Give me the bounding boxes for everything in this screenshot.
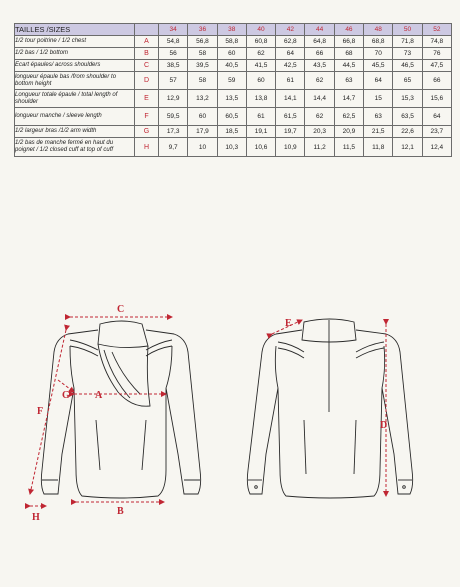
- label-b: B: [117, 506, 124, 517]
- cell-value: 42,5: [276, 60, 305, 72]
- header-label: TAILLES /SIZES: [15, 24, 135, 36]
- label-e: E: [285, 318, 292, 329]
- cell-value: 21,5: [364, 126, 393, 138]
- front-collar: [98, 321, 148, 348]
- cell-value: 14,7: [334, 90, 363, 108]
- cell-value: 60: [246, 72, 275, 90]
- cell-value: 61: [246, 108, 275, 126]
- size-header-9: 52: [422, 24, 451, 36]
- cell-value: 64: [276, 48, 305, 60]
- cell-value: 63,5: [393, 108, 422, 126]
- size-header-4: 42: [276, 24, 305, 36]
- cell-value: 41,5: [246, 60, 275, 72]
- row-letter: C: [135, 60, 159, 72]
- cell-value: 68,8: [364, 36, 393, 48]
- cell-value: 19,1: [246, 126, 275, 138]
- cell-value: 15,3: [393, 90, 422, 108]
- cell-value: 12,9: [159, 90, 188, 108]
- table-row: [15, 72, 452, 90]
- row-label: 1/2 largeur bras /1/2 arm width: [15, 126, 135, 138]
- back-body-outline: [247, 330, 412, 498]
- cell-value: 17,3: [159, 126, 188, 138]
- cell-value: 13,5: [217, 90, 246, 108]
- row-label: 1/2 bas / 1/2 bottom: [15, 48, 135, 60]
- cell-value: 13,8: [246, 90, 275, 108]
- size-header-2: 38: [217, 24, 246, 36]
- size-chart-table: [14, 23, 452, 157]
- row-label: longueur épaule bas /from shoulder to bottom height: [15, 72, 135, 90]
- cell-value: 18,5: [217, 126, 246, 138]
- cell-value: 60,8: [246, 36, 275, 48]
- row-label: Ecart épaules/ across shoulders: [15, 60, 135, 72]
- cell-value: 20,3: [305, 126, 334, 138]
- cell-value: 9,7: [159, 138, 188, 157]
- cell-value: 56,8: [188, 36, 217, 48]
- cell-value: 47,5: [422, 60, 451, 72]
- row-letter: G: [135, 126, 159, 138]
- cell-value: 64: [364, 72, 393, 90]
- row-label: Longueur totale épaule / total length of shoulder: [15, 90, 135, 108]
- cell-value: 10,9: [276, 138, 305, 157]
- size-header-3: 40: [246, 24, 275, 36]
- cell-value: 13,2: [188, 90, 217, 108]
- row-label: 1/2 bas de manche fermé en haut du poignet / 1/2 closed cuff at top of cuff: [15, 138, 135, 157]
- cell-value: 62: [305, 72, 334, 90]
- label-c: C: [117, 304, 125, 315]
- label-f: F: [37, 406, 44, 417]
- back-view: [247, 319, 412, 498]
- cell-value: 66: [305, 48, 334, 60]
- cell-value: 11,5: [334, 138, 363, 157]
- cell-value: 11,2: [305, 138, 334, 157]
- cell-value: 60: [188, 108, 217, 126]
- label-d: D: [380, 420, 388, 431]
- cell-value: 14,4: [305, 90, 334, 108]
- cell-value: 60: [217, 48, 246, 60]
- cell-value: 38,5: [159, 60, 188, 72]
- table-row: [15, 90, 452, 108]
- cell-value: 44,5: [334, 60, 363, 72]
- cell-value: 61: [276, 72, 305, 90]
- cell-value: 14,1: [276, 90, 305, 108]
- cell-value: 23,7: [422, 126, 451, 138]
- cell-value: 66: [422, 72, 451, 90]
- cell-value: 63: [364, 108, 393, 126]
- cell-value: 66,8: [334, 36, 363, 48]
- cell-value: 45,5: [364, 60, 393, 72]
- size-header-5: 44: [305, 24, 334, 36]
- cell-value: 63: [334, 72, 363, 90]
- cell-value: 62,5: [334, 108, 363, 126]
- cell-value: 22,6: [393, 126, 422, 138]
- cell-value: 76: [422, 48, 451, 60]
- table-row: [15, 126, 452, 138]
- row-letter: E: [135, 90, 159, 108]
- cell-value: 10,6: [246, 138, 275, 157]
- cell-value: 15,6: [422, 90, 451, 108]
- cell-value: 65: [393, 72, 422, 90]
- cell-value: 58: [188, 72, 217, 90]
- label-g: G: [62, 390, 70, 401]
- cell-value: 46,5: [393, 60, 422, 72]
- size-header-1: 36: [188, 24, 217, 36]
- cell-value: 17,9: [188, 126, 217, 138]
- row-label: longueur manche / sleeve length: [15, 108, 135, 126]
- table-row: [15, 108, 452, 126]
- cell-value: 40,5: [217, 60, 246, 72]
- cell-value: 10: [188, 138, 217, 157]
- cell-value: 11,8: [364, 138, 393, 157]
- table-row: [15, 36, 452, 48]
- row-letter: B: [135, 48, 159, 60]
- front-view: [41, 321, 200, 498]
- cell-value: 62: [246, 48, 275, 60]
- row-label: 1/2 tour poitrine / 1/2 chest: [15, 36, 135, 48]
- table-row: [15, 48, 452, 60]
- cell-value: 62: [305, 108, 334, 126]
- row-letter: H: [135, 138, 159, 157]
- cell-value: 58,8: [217, 36, 246, 48]
- cell-value: 56: [159, 48, 188, 60]
- cell-value: 12,4: [422, 138, 451, 157]
- size-header-8: 50: [393, 24, 422, 36]
- label-a: A: [95, 390, 103, 401]
- cell-value: 19,7: [276, 126, 305, 138]
- front-body-outline: [41, 330, 200, 498]
- size-header-6: 46: [334, 24, 363, 36]
- row-letter: F: [135, 108, 159, 126]
- header-letter-column: [135, 24, 159, 36]
- cell-value: 70: [364, 48, 393, 60]
- garment-diagram: [0, 288, 460, 587]
- table-row: [15, 138, 452, 157]
- cell-value: 58: [188, 48, 217, 60]
- cell-value: 59: [217, 72, 246, 90]
- row-letter: A: [135, 36, 159, 48]
- cell-value: 64,8: [305, 36, 334, 48]
- size-header-7: 48: [364, 24, 393, 36]
- cell-value: 62,8: [276, 36, 305, 48]
- cell-value: 20,9: [334, 126, 363, 138]
- row-letter: D: [135, 72, 159, 90]
- cell-value: 61,5: [276, 108, 305, 126]
- cell-value: 12,1: [393, 138, 422, 157]
- cell-value: 10,3: [217, 138, 246, 157]
- cell-value: 74,8: [422, 36, 451, 48]
- cell-value: 43,5: [305, 60, 334, 72]
- cell-value: 68: [334, 48, 363, 60]
- size-header-0: 34: [159, 24, 188, 36]
- cell-value: 15: [364, 90, 393, 108]
- cell-value: 39,5: [188, 60, 217, 72]
- cell-value: 60,5: [217, 108, 246, 126]
- cell-value: 73: [393, 48, 422, 60]
- cell-value: 57: [159, 72, 188, 90]
- cell-value: 59,5: [159, 108, 188, 126]
- cell-value: 71,8: [393, 36, 422, 48]
- cell-value: 64: [422, 108, 451, 126]
- cell-value: 54,8: [159, 36, 188, 48]
- table-row: [15, 60, 452, 72]
- label-h: H: [32, 512, 40, 523]
